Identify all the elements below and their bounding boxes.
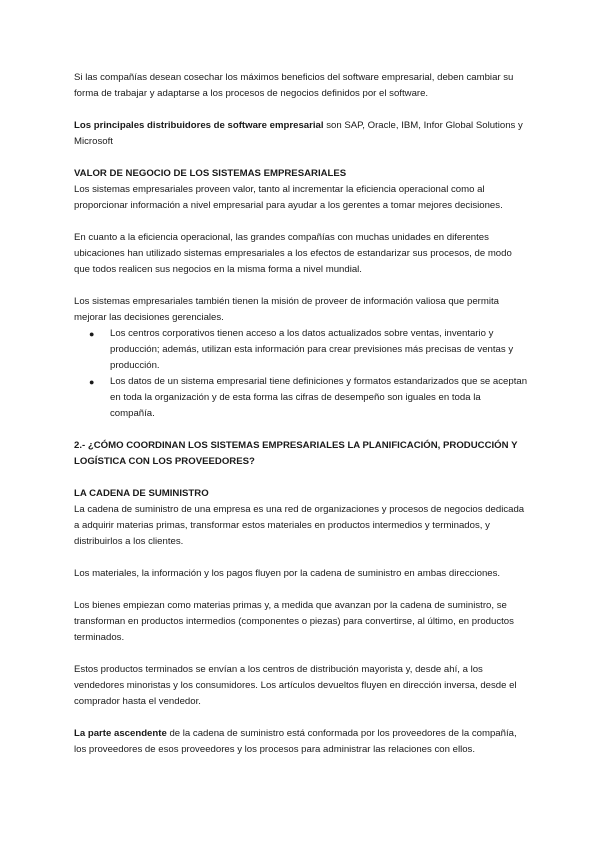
bullet-icon: ●: [89, 377, 95, 387]
paragraph-distribution: Estos productos terminados se envían a los centros de distribución mayorista y, desde ahí, a los vendedores minoristas y los consumidores. Los artículos devueltos fluyen en dirección inversa, desde el comprador hasta el vendedor.: [74, 664, 517, 707]
list-item-text: Los centros corporativos tienen acceso a los datos actualizados sobre ventas, inventario y producción; además, utilizan esta información para crear previsiones más precisas de ventas y producción.: [110, 328, 514, 371]
paragraph-supply-chain-definition: La cadena de suministro de una empresa es una red de organizaciones y procesos de negocios dedicada a adquirir materias primas, transformar estos materiales en productos intermedios y terminados, y distribuirlos a los clientes.: [74, 504, 525, 547]
heading-business-value: VALOR DE NEGOCIO DE LOS SISTEMAS EMPRESARIALES: [74, 168, 347, 179]
paragraph-decisions: Los sistemas empresariales también tienen la misión de proveer de información valiosa que permita mejorar las decisiones gerenciales.: [74, 296, 500, 323]
bullet-icon: ●: [89, 329, 95, 339]
paragraph-intro: Si las compañías desean cosechar los máximos beneficios del software empresarial, deben cambiar su forma de trabajar y adaptarse a los procesos de negocios definidos por el software.: [74, 72, 514, 99]
distributors-bold-lead: Los principales distribuidores de software empresarial: [74, 120, 324, 131]
list-item-text: Los datos de un sistema empresarial tiene definiciones y formatos estandarizados que se aceptan en toda la organización y de esta forma las cifras de desempeño son iguales en toda la compañía.: [110, 376, 528, 419]
paragraph-distributors: [74, 118, 528, 150]
paragraph-upstream: [74, 726, 528, 758]
heading-supply-chain: LA CADENA DE SUMINISTRO: [74, 488, 209, 499]
upstream-bold-lead: La parte ascendente: [74, 728, 167, 739]
paragraph-goods: Los bienes empiezan como materias primas y, a medida que avanzan por la cadena de suministro, se transforman en productos intermedios (componentes o piezas) para convertirse, al último, en productos terminados.: [74, 600, 514, 643]
paragraph-value: Los sistemas empresariales proveen valor, tanto al incrementar la eficiencia operacional como al proporcionar información a nivel empresarial para ayudar a los gerentes a tomar mejores decisiones.: [74, 184, 503, 211]
heading-section-2: 2.- ¿CÓMO COORDINAN LOS SISTEMAS EMPRESARIALES LA PLANIFICACIÓN, PRODUCCIÓN Y LOGÍSTICA CON LOS PROVEEDORES?: [74, 440, 518, 467]
paragraph-flows: Los materiales, la información y los pagos fluyen por la cadena de suministro en ambas direcciones.: [74, 568, 501, 579]
paragraph-operational-efficiency: En cuanto a la eficiencia operacional, las grandes compañías con muchas unidades en diferentes ubicaciones han utilizado sistemas empresariales a los efectos de estandarizar sus procesos, de modo que todos realicen sus negocios en la misma forma a nivel mundial.: [74, 232, 512, 275]
list-item: [89, 374, 528, 422]
bullet-list: [74, 326, 528, 422]
list-item: [89, 326, 528, 374]
distributors-rest: son SAP, Oracle, IBM, Infor Global Solutions y Microsoft: [74, 120, 523, 147]
upstream-rest: de la cadena de suministro está conformada por los proveedores de la compañía, los proveedores de esos proveedores y los procesos para administrar las relaciones con ellos.: [74, 728, 517, 755]
